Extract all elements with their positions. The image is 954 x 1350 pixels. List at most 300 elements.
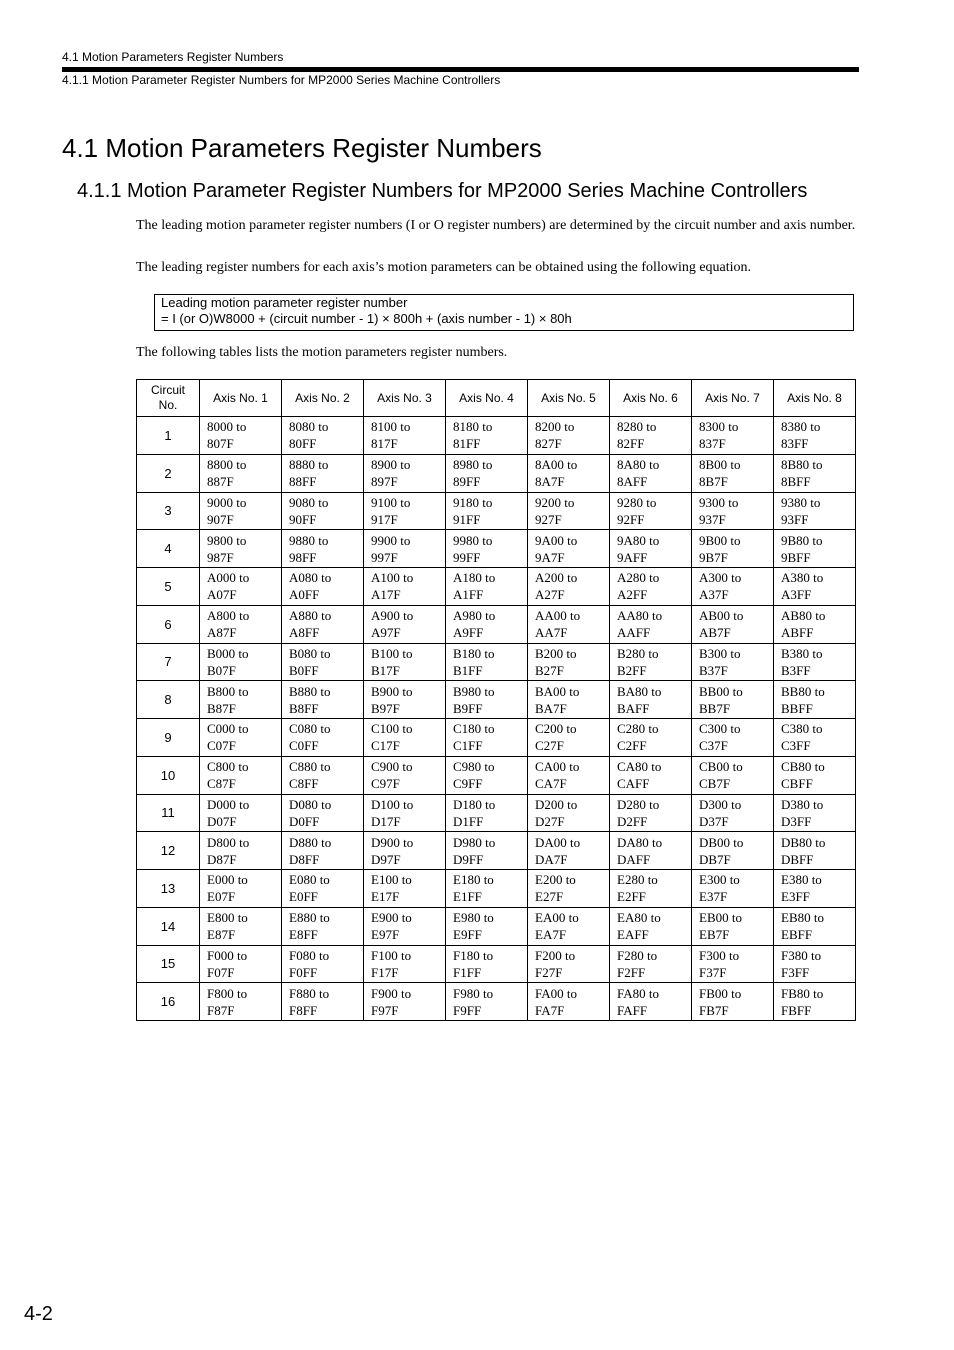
- range-end: A8FF: [289, 625, 320, 641]
- register-range-cell: [282, 454, 364, 492]
- range-end: 987F: [207, 549, 234, 565]
- header-axis-3: Axis No. 3: [364, 380, 446, 417]
- table-row: [137, 568, 856, 606]
- table-row: [137, 417, 856, 455]
- equation-line-2: = I (or O)W8000 + (circuit number - 1) × 800h + (axis number - 1) × 80h: [161, 311, 572, 326]
- range-start: D900 to: [371, 834, 414, 850]
- register-range-cell: [610, 681, 692, 719]
- range-start: 9A80 to: [617, 532, 660, 548]
- register-range-cell: [774, 605, 856, 643]
- range-start: E100 to: [371, 872, 412, 888]
- range-end: C37F: [699, 738, 728, 754]
- range-start: 8100 to: [371, 419, 411, 435]
- range-end: D9FF: [453, 851, 484, 867]
- range-end: ABFF: [781, 625, 814, 641]
- register-range-cell: [446, 492, 528, 530]
- register-range-cell: [282, 945, 364, 983]
- register-range-cell: [774, 794, 856, 832]
- register-range-cell: [446, 605, 528, 643]
- range-end: 91FF: [453, 511, 481, 527]
- range-start: DB80 to: [781, 834, 826, 850]
- register-range-cell: [610, 794, 692, 832]
- table-header-row: [137, 380, 856, 417]
- table-row: [137, 945, 856, 983]
- register-range-cell: [692, 719, 774, 757]
- range-start: D100 to: [371, 796, 414, 812]
- subsection-heading: 4.1.1 Motion Parameter Register Numbers for MP2000 Series Machine Controllers: [77, 180, 808, 202]
- range-start: A880 to: [289, 608, 332, 624]
- range-start: 9300 to: [699, 494, 739, 510]
- range-start: E080 to: [289, 872, 330, 888]
- range-start: A080 to: [289, 570, 332, 586]
- range-end: A27F: [535, 587, 565, 603]
- range-start: E880 to: [289, 910, 330, 926]
- range-end: B07F: [207, 662, 236, 678]
- register-range-cell: [200, 794, 282, 832]
- register-range-cell: [692, 492, 774, 530]
- range-end: F27F: [535, 964, 563, 980]
- range-start: CA80 to: [617, 759, 662, 775]
- register-range-cell: [282, 530, 364, 568]
- register-range-cell: [282, 794, 364, 832]
- range-end: 82FF: [617, 436, 645, 452]
- range-end: 8A7F: [535, 474, 565, 490]
- range-end: CAFF: [617, 776, 650, 792]
- register-range-cell: [692, 417, 774, 455]
- range-start: B980 to: [453, 683, 495, 699]
- range-end: D87F: [207, 851, 237, 867]
- range-end: F9FF: [453, 1002, 482, 1018]
- range-start: B380 to: [781, 645, 823, 661]
- register-range-cell: [774, 832, 856, 870]
- range-start: BB00 to: [699, 683, 743, 699]
- register-number-table: [136, 379, 856, 1021]
- table-row: [137, 530, 856, 568]
- register-range-cell: [282, 870, 364, 908]
- range-end: F87F: [207, 1002, 235, 1018]
- circuit-number-cell: 2: [137, 454, 200, 492]
- range-end: A2FF: [617, 587, 648, 603]
- range-start: D980 to: [453, 834, 496, 850]
- circuit-number-cell: 12: [137, 832, 200, 870]
- table-row: [137, 454, 856, 492]
- range-end: C87F: [207, 776, 236, 792]
- table-row: [137, 794, 856, 832]
- register-range-cell: [200, 568, 282, 606]
- register-range-cell: [364, 907, 446, 945]
- register-range-cell: [364, 681, 446, 719]
- range-end: F07F: [207, 964, 235, 980]
- range-end: 817F: [371, 436, 398, 452]
- header-axis-7: Axis No. 7: [692, 380, 774, 417]
- register-range-cell: [282, 832, 364, 870]
- register-range-cell: [528, 756, 610, 794]
- register-range-cell: [282, 605, 364, 643]
- range-start: D880 to: [289, 834, 332, 850]
- register-range-cell: [528, 605, 610, 643]
- range-end: B27F: [535, 662, 564, 678]
- range-end: FA7F: [535, 1002, 565, 1018]
- range-end: 93FF: [781, 511, 809, 527]
- range-end: 8BFF: [781, 474, 811, 490]
- range-start: 8300 to: [699, 419, 739, 435]
- range-end: EA7F: [535, 927, 567, 943]
- register-range-cell: [528, 945, 610, 983]
- range-start: AB80 to: [781, 608, 826, 624]
- register-range-cell: [446, 794, 528, 832]
- range-start: D180 to: [453, 796, 496, 812]
- range-start: FA00 to: [535, 985, 578, 1001]
- range-start: AA00 to: [535, 608, 581, 624]
- register-range-cell: [528, 681, 610, 719]
- range-end: E97F: [371, 927, 400, 943]
- range-start: F180 to: [453, 947, 494, 963]
- range-start: F200 to: [535, 947, 576, 963]
- register-range-cell: [364, 530, 446, 568]
- register-range-cell: [200, 983, 282, 1021]
- register-range-cell: [610, 719, 692, 757]
- register-range-cell: [282, 756, 364, 794]
- circuit-number-cell: 4: [137, 530, 200, 568]
- register-range-cell: [364, 454, 446, 492]
- range-end: 9BFF: [781, 549, 811, 565]
- range-end: A0FF: [289, 587, 320, 603]
- table-row: [137, 719, 856, 757]
- register-range-cell: [200, 681, 282, 719]
- range-start: 9980 to: [453, 532, 493, 548]
- range-start: 8B80 to: [781, 457, 823, 473]
- range-end: CBFF: [781, 776, 813, 792]
- range-end: 907F: [207, 511, 234, 527]
- range-start: B900 to: [371, 683, 413, 699]
- range-start: 9800 to: [207, 532, 247, 548]
- range-start: 9880 to: [289, 532, 329, 548]
- register-range-cell: [528, 907, 610, 945]
- circuit-number-cell: 5: [137, 568, 200, 606]
- range-end: A97F: [371, 625, 401, 641]
- range-end: D17F: [371, 813, 401, 829]
- range-start: F280 to: [617, 947, 658, 963]
- register-range-cell: [364, 870, 446, 908]
- range-end: A07F: [207, 587, 237, 603]
- range-end: D2FF: [617, 813, 648, 829]
- range-start: C180 to: [453, 721, 495, 737]
- range-start: C380 to: [781, 721, 823, 737]
- register-range-cell: [200, 832, 282, 870]
- range-end: 98FF: [289, 549, 317, 565]
- register-range-cell: [610, 945, 692, 983]
- range-end: 937F: [699, 511, 726, 527]
- range-start: C080 to: [289, 721, 331, 737]
- range-end: E37F: [699, 889, 728, 905]
- range-start: EB00 to: [699, 910, 742, 926]
- register-range-cell: [200, 454, 282, 492]
- circuit-number-cell: 3: [137, 492, 200, 530]
- range-end: E87F: [207, 927, 236, 943]
- range-start: A200 to: [535, 570, 578, 586]
- register-range-cell: [610, 492, 692, 530]
- register-range-cell: [364, 794, 446, 832]
- register-range-cell: [282, 681, 364, 719]
- range-end: AA7F: [535, 625, 568, 641]
- range-start: A380 to: [781, 570, 824, 586]
- range-start: 9900 to: [371, 532, 411, 548]
- range-end: F0FF: [289, 964, 318, 980]
- range-end: DA7F: [535, 851, 568, 867]
- range-end: 9B7F: [699, 549, 728, 565]
- register-range-cell: [446, 756, 528, 794]
- range-start: C280 to: [617, 721, 659, 737]
- range-start: E300 to: [699, 872, 740, 888]
- register-range-cell: [364, 643, 446, 681]
- circuit-number-cell: 11: [137, 794, 200, 832]
- register-range-cell: [774, 681, 856, 719]
- circuit-number-cell: 1: [137, 417, 200, 455]
- range-start: A000 to: [207, 570, 250, 586]
- register-range-cell: [282, 983, 364, 1021]
- range-end: E07F: [207, 889, 236, 905]
- equation-box: [154, 294, 854, 331]
- register-range-cell: [528, 417, 610, 455]
- register-range-cell: [692, 454, 774, 492]
- range-end: E9FF: [453, 927, 482, 943]
- range-start: B100 to: [371, 645, 413, 661]
- range-end: A37F: [699, 587, 729, 603]
- range-start: B080 to: [289, 645, 331, 661]
- table-row: [137, 681, 856, 719]
- range-end: E3FF: [781, 889, 810, 905]
- header-axis-2: Axis No. 2: [282, 380, 364, 417]
- range-end: EB7F: [699, 927, 730, 943]
- range-end: D1FF: [453, 813, 484, 829]
- range-start: B000 to: [207, 645, 249, 661]
- register-range-cell: [692, 530, 774, 568]
- range-start: CB80 to: [781, 759, 825, 775]
- table-row: [137, 983, 856, 1021]
- register-range-cell: [200, 643, 282, 681]
- range-start: 9B00 to: [699, 532, 741, 548]
- range-start: D280 to: [617, 796, 660, 812]
- range-start: CB00 to: [699, 759, 743, 775]
- register-range-cell: [692, 643, 774, 681]
- register-range-cell: [774, 643, 856, 681]
- register-range-cell: [446, 454, 528, 492]
- range-start: E000 to: [207, 872, 248, 888]
- header-axis-4: Axis No. 4: [446, 380, 528, 417]
- range-start: F800 to: [207, 985, 248, 1001]
- range-start: F980 to: [453, 985, 494, 1001]
- range-start: 8980 to: [453, 457, 493, 473]
- range-end: 927F: [535, 511, 562, 527]
- register-range-cell: [774, 756, 856, 794]
- range-start: E200 to: [535, 872, 576, 888]
- circuit-number-cell: 16: [137, 983, 200, 1021]
- register-range-cell: [364, 756, 446, 794]
- range-end: A87F: [207, 625, 237, 641]
- register-range-cell: [692, 907, 774, 945]
- range-start: DA80 to: [617, 834, 663, 850]
- register-range-cell: [692, 568, 774, 606]
- range-end: 8AFF: [617, 474, 648, 490]
- register-range-cell: [282, 643, 364, 681]
- circuit-number-cell: 14: [137, 907, 200, 945]
- range-end: D97F: [371, 851, 401, 867]
- range-start: C000 to: [207, 721, 249, 737]
- range-end: C1FF: [453, 738, 483, 754]
- register-range-cell: [528, 870, 610, 908]
- range-start: D000 to: [207, 796, 250, 812]
- register-range-cell: [364, 417, 446, 455]
- range-start: B280 to: [617, 645, 659, 661]
- range-end: B87F: [207, 700, 236, 716]
- register-range-cell: [446, 870, 528, 908]
- range-end: C17F: [371, 738, 400, 754]
- running-header-section: 4.1 Motion Parameters Register Numbers: [62, 50, 284, 64]
- table-row: [137, 907, 856, 945]
- register-range-cell: [282, 417, 364, 455]
- section-heading: 4.1 Motion Parameters Register Numbers: [62, 133, 542, 163]
- range-end: B9FF: [453, 700, 483, 716]
- range-end: A17F: [371, 587, 401, 603]
- register-range-cell: [200, 492, 282, 530]
- range-end: 997F: [371, 549, 398, 565]
- range-start: CA00 to: [535, 759, 580, 775]
- range-end: C9FF: [453, 776, 483, 792]
- register-range-cell: [200, 417, 282, 455]
- register-range-cell: [774, 719, 856, 757]
- register-range-cell: [200, 530, 282, 568]
- range-start: A980 to: [453, 608, 496, 624]
- range-start: F080 to: [289, 947, 330, 963]
- register-range-cell: [528, 832, 610, 870]
- range-start: FB00 to: [699, 985, 742, 1001]
- range-end: D3FF: [781, 813, 812, 829]
- range-start: BB80 to: [781, 683, 825, 699]
- range-start: BA00 to: [535, 683, 580, 699]
- range-end: 9AFF: [617, 549, 648, 565]
- range-end: 99FF: [453, 549, 481, 565]
- range-start: 9B80 to: [781, 532, 823, 548]
- register-range-cell: [200, 945, 282, 983]
- range-start: C980 to: [453, 759, 495, 775]
- register-range-cell: [610, 832, 692, 870]
- header-axis-6: Axis No. 6: [610, 380, 692, 417]
- register-range-cell: [446, 643, 528, 681]
- register-range-cell: [528, 454, 610, 492]
- range-end: C97F: [371, 776, 400, 792]
- range-start: 8380 to: [781, 419, 821, 435]
- range-end: E0FF: [289, 889, 318, 905]
- range-start: E180 to: [453, 872, 494, 888]
- range-start: 9380 to: [781, 494, 821, 510]
- range-start: 9000 to: [207, 494, 247, 510]
- range-end: C27F: [535, 738, 564, 754]
- range-start: D300 to: [699, 796, 742, 812]
- table-row: [137, 756, 856, 794]
- register-range-cell: [446, 681, 528, 719]
- table-row: [137, 870, 856, 908]
- range-start: B300 to: [699, 645, 741, 661]
- register-range-cell: [692, 681, 774, 719]
- range-start: E800 to: [207, 910, 248, 926]
- register-range-cell: [364, 945, 446, 983]
- range-start: D380 to: [781, 796, 824, 812]
- range-end: CA7F: [535, 776, 567, 792]
- register-range-cell: [610, 983, 692, 1021]
- range-start: D800 to: [207, 834, 250, 850]
- range-start: 9280 to: [617, 494, 657, 510]
- range-start: A800 to: [207, 608, 250, 624]
- register-range-cell: [282, 492, 364, 530]
- range-end: C2FF: [617, 738, 647, 754]
- range-end: FB7F: [699, 1002, 729, 1018]
- register-range-cell: [610, 643, 692, 681]
- register-range-cell: [364, 983, 446, 1021]
- range-start: C200 to: [535, 721, 577, 737]
- register-range-cell: [364, 719, 446, 757]
- range-start: C100 to: [371, 721, 413, 737]
- register-range-cell: [446, 417, 528, 455]
- range-end: E27F: [535, 889, 564, 905]
- range-end: 90FF: [289, 511, 317, 527]
- range-end: B8FF: [289, 700, 319, 716]
- range-start: F880 to: [289, 985, 330, 1001]
- range-start: F900 to: [371, 985, 412, 1001]
- register-range-cell: [774, 945, 856, 983]
- range-start: 8A80 to: [617, 457, 660, 473]
- register-range-cell: [282, 719, 364, 757]
- register-range-cell: [692, 794, 774, 832]
- range-start: 8000 to: [207, 419, 247, 435]
- table-row: [137, 492, 856, 530]
- range-end: A1FF: [453, 587, 484, 603]
- register-range-cell: [528, 643, 610, 681]
- register-range-cell: [774, 417, 856, 455]
- range-end: 807F: [207, 436, 234, 452]
- range-end: 897F: [371, 474, 398, 490]
- range-end: 83FF: [781, 436, 809, 452]
- range-start: DB00 to: [699, 834, 744, 850]
- range-start: AB00 to: [699, 608, 744, 624]
- register-range-cell: [610, 907, 692, 945]
- register-range-cell: [528, 530, 610, 568]
- register-range-cell: [200, 605, 282, 643]
- register-range-cell: [528, 719, 610, 757]
- range-end: C07F: [207, 738, 236, 754]
- register-range-cell: [364, 605, 446, 643]
- range-end: F17F: [371, 964, 399, 980]
- range-end: C8FF: [289, 776, 319, 792]
- register-range-cell: [282, 568, 364, 606]
- range-start: A180 to: [453, 570, 496, 586]
- range-end: D07F: [207, 813, 237, 829]
- range-start: FB80 to: [781, 985, 824, 1001]
- table-row: [137, 605, 856, 643]
- range-start: A300 to: [699, 570, 742, 586]
- range-start: 8080 to: [289, 419, 329, 435]
- range-start: D200 to: [535, 796, 578, 812]
- range-start: 8A00 to: [535, 457, 578, 473]
- range-end: FBFF: [781, 1002, 812, 1018]
- register-range-cell: [364, 568, 446, 606]
- range-end: DAFF: [617, 851, 651, 867]
- range-start: C300 to: [699, 721, 741, 737]
- page-number: 4-2: [24, 1303, 53, 1325]
- range-start: 9080 to: [289, 494, 329, 510]
- range-end: 9A7F: [535, 549, 565, 565]
- register-range-cell: [200, 719, 282, 757]
- range-end: AB7F: [699, 625, 731, 641]
